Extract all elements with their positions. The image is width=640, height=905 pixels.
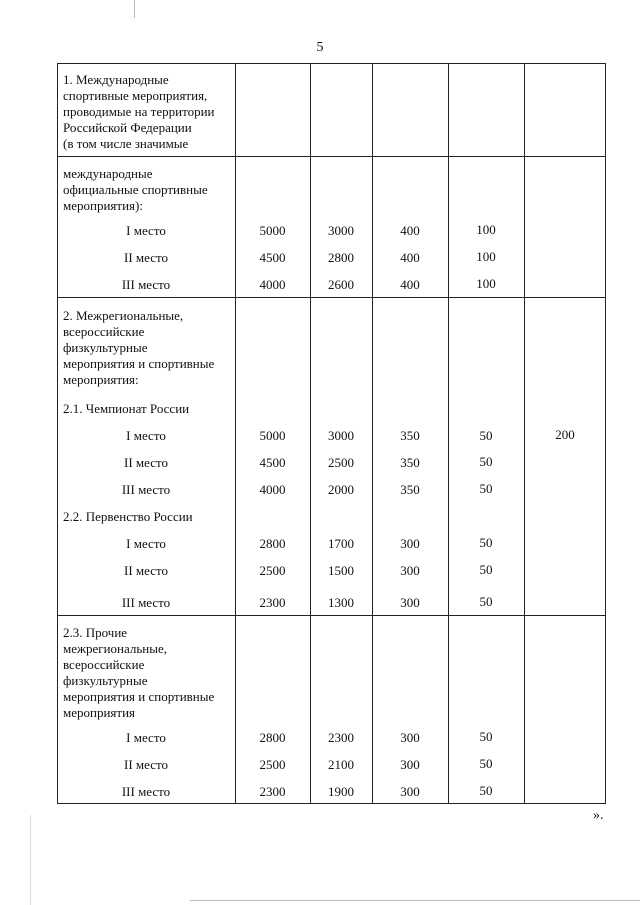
value-cell: 1500 xyxy=(328,563,354,578)
value-cell: 50 xyxy=(479,481,493,496)
value-cell: 2800 xyxy=(259,730,286,745)
value-cell: 2300 xyxy=(259,595,286,610)
value-cell: 400 xyxy=(400,250,420,265)
subsection-title: 2.2. Первенство России xyxy=(63,509,193,524)
section-heading-line: (в том числе значимые xyxy=(63,136,189,151)
value-cell: 100 xyxy=(476,249,496,264)
value-cell: 50 xyxy=(479,428,493,443)
place-label: II место xyxy=(123,250,168,265)
value-cell: 2500 xyxy=(328,455,354,470)
value-cell: 4500 xyxy=(259,250,286,265)
value-cell: 50 xyxy=(479,783,493,798)
scan-artifact-line xyxy=(134,0,135,18)
value-cell: 1300 xyxy=(328,595,354,610)
value-cell: 2100 xyxy=(328,757,354,772)
value-cell: 300 xyxy=(400,730,420,745)
value-cell: 4500 xyxy=(259,455,286,470)
section-heading-line: мероприятия и спортивные xyxy=(63,356,215,371)
section-heading-line: мероприятия: xyxy=(63,372,139,387)
value-cell: 2000 xyxy=(328,482,354,497)
scan-artifact-line xyxy=(190,900,640,901)
value-cell: 400 xyxy=(400,277,420,292)
section-heading-line: 1. Международные xyxy=(63,72,169,87)
extra-value-cell: 200 xyxy=(555,427,575,442)
value-cell: 350 xyxy=(400,428,420,443)
place-label: I место xyxy=(126,223,166,238)
section-heading-line: спортивные мероприятия, xyxy=(63,88,208,103)
value-cell: 2800 xyxy=(328,250,354,265)
section-heading-line: всероссийские xyxy=(63,324,145,339)
section-heading-line: межрегиональные, xyxy=(63,641,168,656)
value-cell: 5000 xyxy=(259,428,286,443)
value-cell: 2800 xyxy=(259,536,286,551)
value-cell: 4000 xyxy=(259,482,286,497)
value-cell: 5000 xyxy=(259,223,286,238)
section-heading-line: 2. Межрегиональные, xyxy=(63,308,184,323)
section-heading-line: мероприятия): xyxy=(63,198,143,213)
value-cell: 3000 xyxy=(328,428,354,443)
subsection-title: 2.1. Чемпионат России xyxy=(63,401,190,416)
value-cell: 2500 xyxy=(259,757,286,772)
value-cell: 50 xyxy=(479,454,493,469)
value-cell: 100 xyxy=(476,222,496,237)
place-label: II место xyxy=(123,563,168,578)
value-cell: 350 xyxy=(400,482,420,497)
place-label: II место xyxy=(123,757,168,772)
value-cell: 400 xyxy=(400,223,420,238)
place-label: I место xyxy=(126,536,166,551)
section-heading-line: физкультурные xyxy=(63,340,148,355)
section-heading-line: мероприятия и спортивные xyxy=(63,689,215,704)
value-cell: 2500 xyxy=(259,563,286,578)
value-cell: 300 xyxy=(400,536,420,551)
section-heading-line: всероссийские xyxy=(63,657,145,672)
value-cell: 50 xyxy=(479,562,493,577)
value-cell: 100 xyxy=(476,276,496,291)
value-cell: 1900 xyxy=(328,784,354,799)
value-cell: 300 xyxy=(400,563,420,578)
place-label: III место xyxy=(121,482,171,497)
section-heading-line: официальные спортивные xyxy=(63,182,208,197)
place-label: II место xyxy=(123,455,168,470)
value-cell: 50 xyxy=(479,756,493,771)
place-label: III место xyxy=(121,277,171,292)
value-cell: 2300 xyxy=(259,784,286,799)
section-heading-line: проводимые на территории xyxy=(63,104,215,119)
place-label: I место xyxy=(126,730,166,745)
value-cell: 3000 xyxy=(328,223,354,238)
section-heading-line: 2.3. Прочие xyxy=(63,625,128,640)
section-heading-line: Российской Федерации xyxy=(63,120,192,135)
page-number: 5 xyxy=(316,40,324,55)
awards-table xyxy=(57,63,606,804)
value-cell: 4000 xyxy=(259,277,286,292)
value-cell: 1700 xyxy=(328,536,354,551)
place-label: I место xyxy=(126,428,166,443)
value-cell: 300 xyxy=(400,595,420,610)
value-cell: 300 xyxy=(400,784,420,799)
section-heading-line: международные xyxy=(63,166,153,181)
scan-artifact-line xyxy=(30,815,31,905)
section-heading-line: мероприятия xyxy=(63,705,136,720)
value-cell: 350 xyxy=(400,455,420,470)
value-cell: 50 xyxy=(479,594,493,609)
value-cell: 300 xyxy=(400,757,420,772)
place-label: III место xyxy=(121,784,171,799)
value-cell: 50 xyxy=(479,729,493,744)
place-label: III место xyxy=(121,595,171,610)
value-cell: 50 xyxy=(479,535,493,550)
closing-quote: ». xyxy=(593,808,604,823)
value-cell: 2600 xyxy=(328,277,354,292)
section-heading-line: физкультурные xyxy=(63,673,148,688)
value-cell: 2300 xyxy=(328,730,354,745)
